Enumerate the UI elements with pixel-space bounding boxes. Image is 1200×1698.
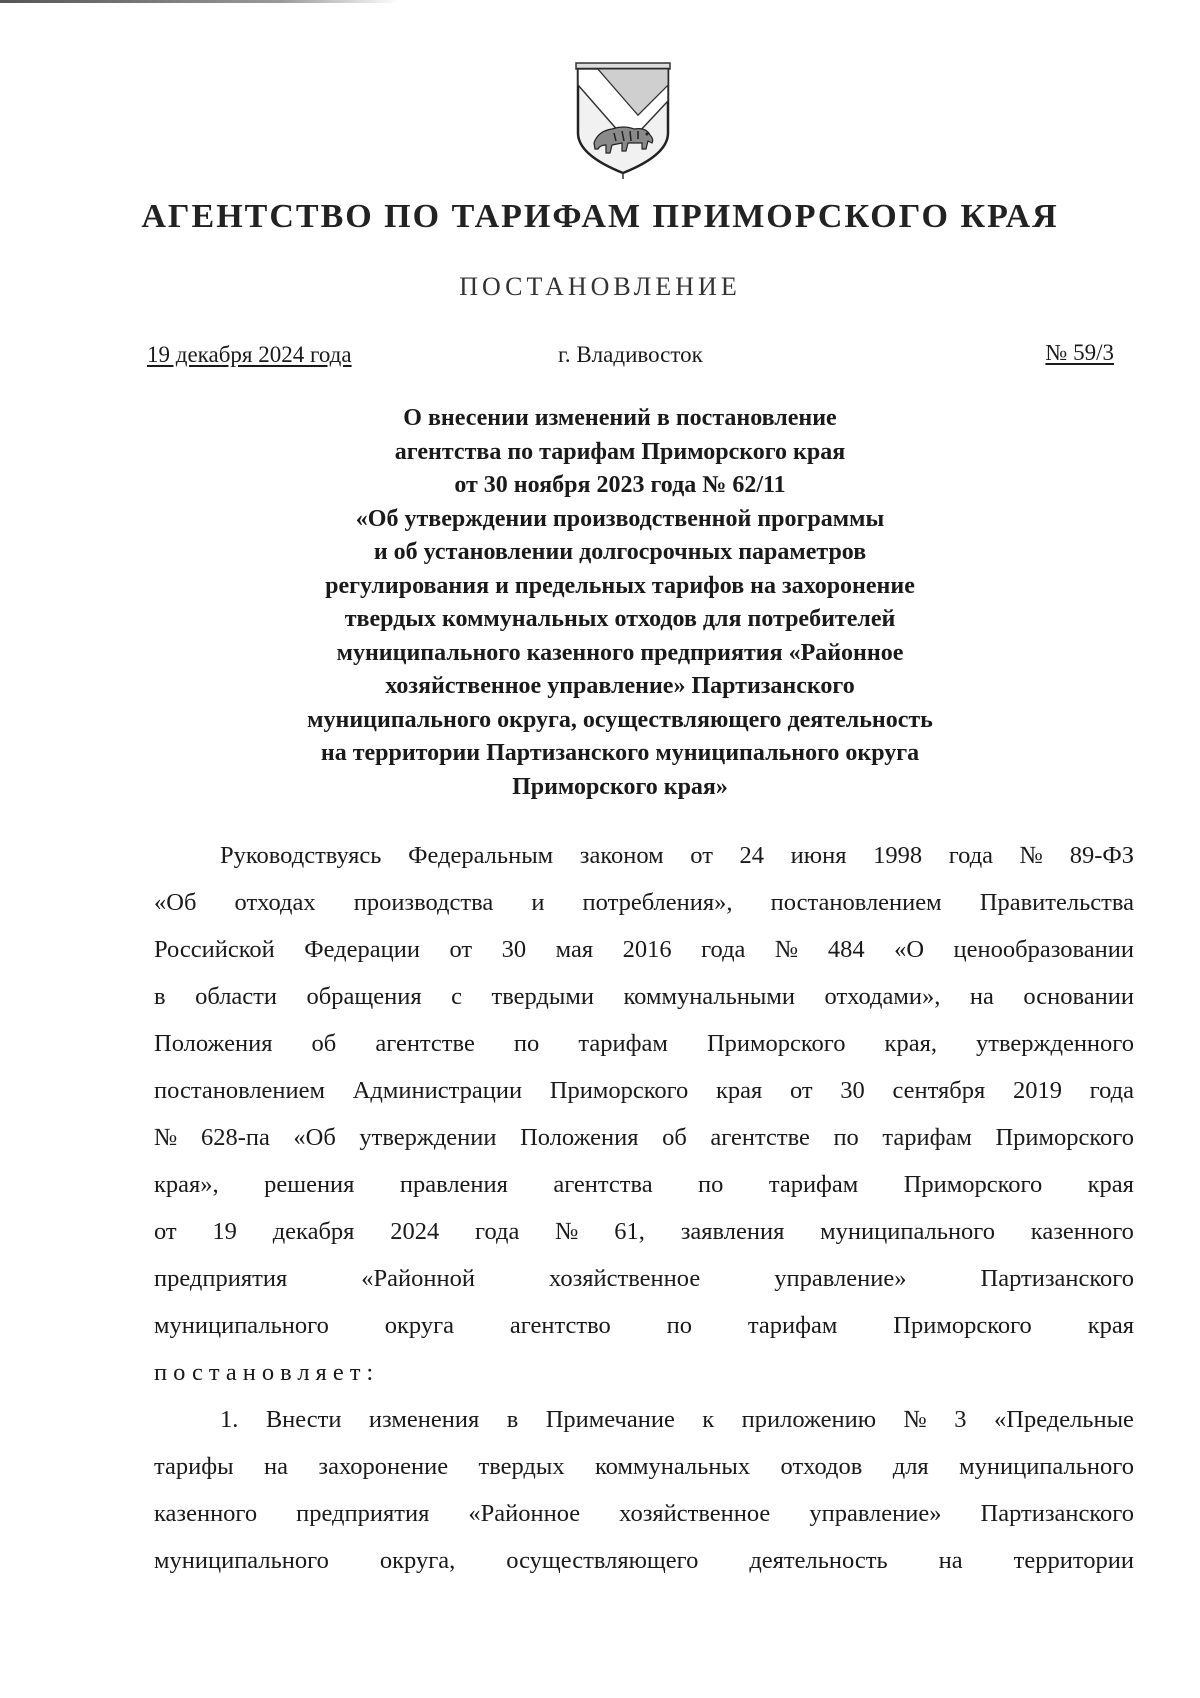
body-word: от xyxy=(154,1218,177,1245)
subject-line: и об установлении долгосрочных параметров xyxy=(373,539,867,565)
body-word: хозяйственное xyxy=(549,1265,701,1292)
body-word: края, xyxy=(884,1030,937,1057)
subject-line: муниципального казенного предприятия «Районное xyxy=(336,639,904,666)
subject-line: муниципального округа, осуществляющего деятельность xyxy=(307,706,933,733)
scan-edge xyxy=(0,0,400,3)
body-word: 89-ФЗ xyxy=(1069,842,1134,869)
body-word: территории xyxy=(1013,1547,1134,1574)
body-word: постановлением xyxy=(154,1077,326,1104)
body-word: края», xyxy=(154,1171,219,1198)
body-word: твердых xyxy=(478,1453,565,1480)
subject-line: «Об утверждении производственной программы xyxy=(355,505,885,532)
body-word: решения xyxy=(264,1171,355,1198)
body-word: и xyxy=(531,889,545,916)
body-word: отходах xyxy=(234,889,316,916)
body-word: от xyxy=(789,1077,813,1104)
body-word: агентства xyxy=(553,1171,653,1198)
body-word: «Об xyxy=(293,1124,336,1151)
body-word: управление» xyxy=(809,1500,942,1527)
body-word: обращения xyxy=(306,983,422,1010)
body-word: Положения xyxy=(154,1030,273,1057)
body-word: казенного xyxy=(154,1500,258,1527)
body-word: к xyxy=(702,1406,715,1433)
body-word: потребления», xyxy=(582,889,733,916)
body-line xyxy=(154,926,1134,973)
body-word: № xyxy=(903,1406,927,1433)
body-word: на xyxy=(263,1453,288,1480)
body-word: Примечание xyxy=(545,1406,675,1433)
body-word: 61, xyxy=(614,1218,645,1245)
body-line xyxy=(154,1490,1134,1537)
body-word: предприятия xyxy=(154,1265,288,1292)
body-word: муниципального xyxy=(154,1312,329,1339)
body-word: Администрации xyxy=(352,1077,523,1104)
subject-line: от 30 ноября 2023 года № 62/11 xyxy=(454,472,786,498)
body-word: края xyxy=(1087,1312,1134,1339)
body-word: 1. xyxy=(220,1406,239,1433)
body-word: № xyxy=(774,936,799,963)
body-word: Приморского xyxy=(995,1124,1134,1151)
point-1-paragraph xyxy=(154,1396,1134,1584)
body-word: правления xyxy=(399,1171,508,1198)
body-word: законом xyxy=(579,842,664,869)
body-word: в xyxy=(506,1406,519,1433)
body-word: осуществляющего xyxy=(506,1547,699,1574)
body-word: мая xyxy=(555,936,594,963)
body-line xyxy=(154,1443,1134,1490)
body-word: края xyxy=(715,1077,763,1104)
body-word: года xyxy=(475,1218,520,1245)
body-line xyxy=(154,1114,1134,1161)
body-word: приложению xyxy=(741,1406,876,1433)
body-word: Приморского xyxy=(549,1077,689,1104)
body-word: изменения xyxy=(368,1406,480,1433)
body-word: № xyxy=(555,1218,579,1245)
body-line xyxy=(154,832,1134,879)
body-word: 24 xyxy=(739,842,765,869)
body-word: утвержденного xyxy=(976,1030,1134,1057)
body-word: Приморского xyxy=(893,1312,1032,1339)
body-word: коммунальными xyxy=(623,983,795,1010)
body-word: на xyxy=(969,983,994,1010)
body-word: «Районное xyxy=(468,1500,581,1527)
body-word: 2019 xyxy=(1012,1077,1062,1104)
body-word: года xyxy=(1089,1077,1134,1104)
body-word: «О xyxy=(894,936,925,963)
body-line xyxy=(154,1020,1134,1067)
body-word: Партизанского xyxy=(980,1265,1134,1292)
body-word: 1998 xyxy=(873,842,923,869)
preamble-paragraph xyxy=(154,832,1134,1396)
body-word: по xyxy=(666,1312,692,1339)
body-word: года xyxy=(948,842,994,869)
resolves-word: постановляет: xyxy=(154,1359,380,1386)
body-word: тарифам xyxy=(882,1124,972,1151)
body-word: твердыми xyxy=(491,983,594,1010)
body-line xyxy=(154,1255,1134,1302)
body-word: Положения xyxy=(520,1124,639,1151)
document-number: № 59/3 xyxy=(1045,340,1114,365)
body-word: об xyxy=(311,1030,337,1057)
document-body xyxy=(154,832,1134,1584)
body-word: июня xyxy=(790,842,847,869)
body-line xyxy=(154,1161,1134,1208)
body-word: коммунальных xyxy=(595,1453,751,1480)
body-line xyxy=(154,1396,1134,1443)
document-type: ПОСТАНОВЛЕНИЕ xyxy=(459,272,741,301)
body-word: на xyxy=(938,1547,963,1574)
body-word: по xyxy=(513,1030,540,1057)
body-word: по xyxy=(833,1124,859,1151)
body-word: Приморского xyxy=(706,1030,846,1057)
body-word: производства xyxy=(353,889,494,916)
body-line xyxy=(154,1537,1134,1584)
coat-of-arms-icon xyxy=(568,55,678,180)
body-word: муниципального xyxy=(959,1453,1134,1480)
body-word: об xyxy=(662,1124,687,1151)
body-word: № xyxy=(154,1124,178,1151)
subject-line: О внесении изменений в постановление xyxy=(403,405,837,431)
subject-line: твердых коммунальных отходов для потребителей xyxy=(344,606,896,632)
body-word: постановлением xyxy=(770,889,942,916)
body-word: 628-па xyxy=(200,1124,270,1151)
body-word: заявления xyxy=(680,1218,785,1245)
body-word: 19 xyxy=(212,1218,237,1245)
subject-line: агентства по тарифам Приморского края xyxy=(394,438,846,465)
body-word: округа, xyxy=(379,1547,456,1574)
body-word: ценообразовании xyxy=(953,936,1134,963)
body-line xyxy=(154,1302,1134,1349)
body-word: от xyxy=(690,842,713,869)
body-word: муниципального xyxy=(154,1547,329,1574)
body-word: тарифам xyxy=(768,1171,859,1198)
body-line xyxy=(154,973,1134,1020)
body-line xyxy=(154,1067,1134,1114)
agency-title: АГЕНТСТВО ПО ТАРИФАМ ПРИМОРСКОГО КРАЯ xyxy=(141,198,1059,235)
body-word: захоронение xyxy=(318,1453,449,1480)
body-word: хозяйственное xyxy=(619,1500,771,1527)
subject-line: на территории Партизанского муниципального округа xyxy=(320,740,920,766)
body-word: 3 xyxy=(954,1406,967,1433)
document-subject xyxy=(200,402,1040,804)
body-word: № xyxy=(1019,842,1044,869)
body-word: казенного xyxy=(1030,1218,1134,1245)
body-word: Руководствуясь xyxy=(220,842,382,869)
body-word: отходов xyxy=(780,1453,863,1480)
body-word: «Районной xyxy=(361,1265,475,1292)
body-word: области xyxy=(195,983,277,1010)
body-word: муниципального xyxy=(820,1218,995,1245)
body-word: для xyxy=(892,1453,929,1480)
body-word: «Об xyxy=(154,889,197,916)
body-word: утверждении xyxy=(359,1124,497,1151)
body-word: в xyxy=(154,983,166,1010)
body-word: с xyxy=(451,983,462,1010)
body-line xyxy=(154,879,1134,926)
body-word: Правительства xyxy=(979,889,1134,916)
body-word: Федерации xyxy=(304,936,420,963)
body-word: Внести xyxy=(265,1406,342,1433)
body-word: сентября xyxy=(892,1077,986,1104)
body-word: по xyxy=(698,1171,724,1198)
body-word: агентство xyxy=(509,1312,611,1339)
body-word: предприятия xyxy=(296,1500,430,1527)
body-word: основании xyxy=(1023,983,1134,1010)
body-word: от xyxy=(449,936,473,963)
subject-line: Приморского края» xyxy=(512,773,728,800)
body-word: тарифам xyxy=(747,1312,838,1339)
body-word: тарифам xyxy=(578,1030,668,1057)
document-city: г. Владивосток xyxy=(558,342,703,367)
body-word: края xyxy=(1087,1171,1134,1198)
body-word: «Предельные xyxy=(994,1406,1134,1433)
body-word: агентстве xyxy=(710,1124,810,1151)
body-word: Федеральным xyxy=(408,842,554,869)
body-word: года xyxy=(701,936,746,963)
body-word: 30 xyxy=(840,1077,865,1104)
body-word: 30 xyxy=(501,936,527,963)
body-word: 2016 xyxy=(622,936,672,963)
body-word: Приморского xyxy=(903,1171,1043,1198)
body-word: Российской xyxy=(154,936,275,963)
body-word: 484 xyxy=(827,936,865,963)
document-date: 19 декабря 2024 года xyxy=(147,342,352,367)
body-word: тарифы xyxy=(154,1453,234,1480)
body-word: округа xyxy=(384,1312,455,1339)
body-word: декабря xyxy=(272,1218,355,1245)
subject-line: регулирования и предельных тарифов на захоронение xyxy=(325,572,915,599)
body-word: агентстве xyxy=(375,1030,475,1057)
body-line xyxy=(154,1208,1134,1255)
body-word: деятельность xyxy=(749,1547,888,1574)
body-word: управление» xyxy=(774,1265,907,1292)
body-word: 2024 xyxy=(390,1218,440,1245)
body-word: отходами», xyxy=(824,983,941,1010)
body-word: Партизанского xyxy=(980,1500,1134,1527)
subject-line: хозяйственное управление» Партизанского xyxy=(385,673,855,699)
